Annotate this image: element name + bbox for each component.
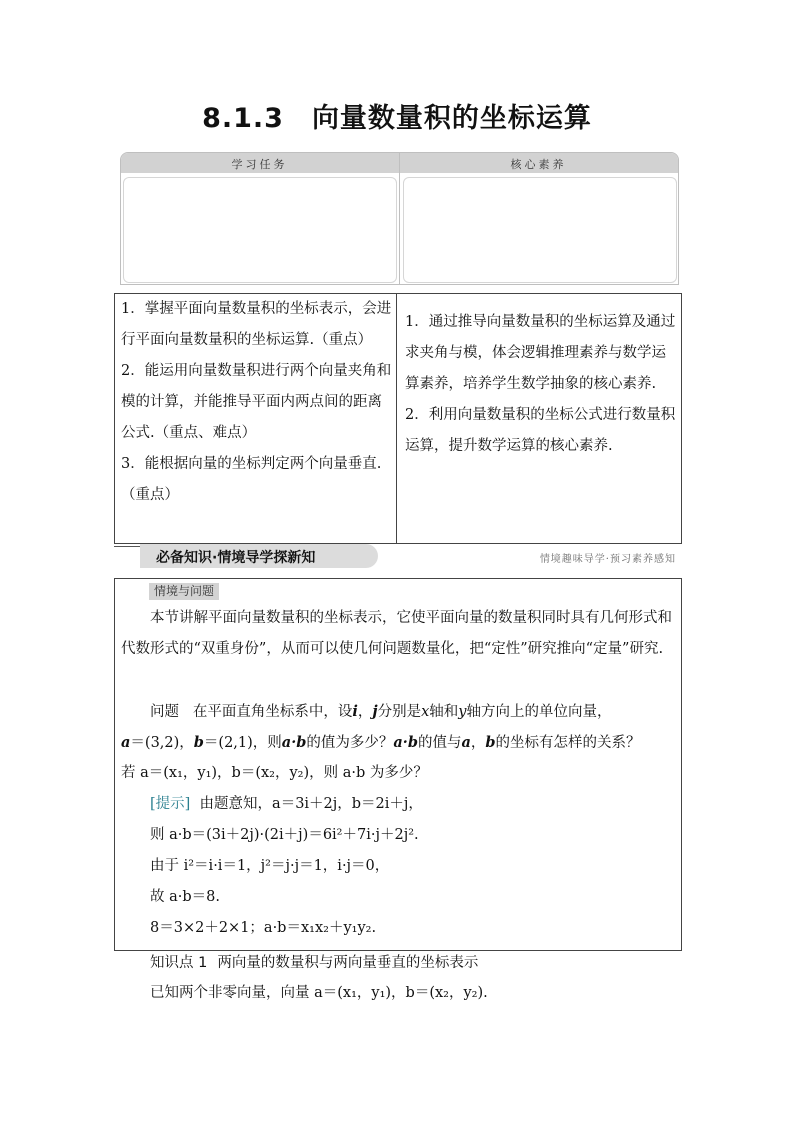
situation-tag: 情境与问题 [149, 583, 219, 600]
hint-line-3: 由于 i²＝i·i＝1，j²＝j·j＝1，i·j＝0， [150, 858, 390, 874]
question-line-3: 若 a＝(x₁，y₁)，b＝(x₂，y₂)，则 a·b 为多少？ [121, 765, 428, 781]
banner-rule [114, 546, 140, 547]
header-cell-right [403, 177, 677, 283]
question-line-1 [121, 696, 677, 728]
q-text: ＝(2,1)，则 [203, 735, 282, 751]
q-text: 分别是 [377, 704, 422, 720]
hint-line-5: 8＝3×2＋2×1；a·b＝x₁x₂＋y₁y₂. [150, 920, 377, 936]
q-var: x [421, 704, 430, 720]
section-banner [114, 543, 680, 569]
knowledge-line: 已知两个非零向量，向量 a＝(x₁，y₁)，b＝(x₂，y₂). [150, 985, 488, 1001]
page-title [0, 96, 794, 135]
hint-line-4: 故 a·b＝8. [150, 889, 220, 905]
q-var: b [193, 734, 204, 751]
hint-line-2: 则 a·b＝(3i＋2j)·(2i＋j)＝6i²＋7i·j＋2j². [150, 827, 419, 843]
task-item: 3．能根据向量的坐标判定两个向量垂直.（重点） [121, 456, 382, 503]
q-var: j [372, 703, 378, 720]
header-core-literacy: 核心素养 [510, 158, 567, 171]
situation-box [114, 578, 682, 951]
banner-subtitle: 情境趣味导学·预习素养感知 [539, 554, 676, 565]
q-text: 轴方向上的单位向量， [466, 704, 612, 720]
q-var: b [485, 734, 496, 751]
hint-line-1 [150, 789, 670, 820]
core-literacy-column [405, 307, 677, 462]
knowledge-label: 知识点 1 [150, 955, 208, 971]
hint-label: [提示] [150, 796, 191, 812]
header-divider [399, 153, 400, 284]
q-var: a·b [393, 734, 418, 751]
q-text: 轴和 [429, 704, 459, 720]
task-item: 1．掌握平面向量数量积的坐标表示，会进行平面向量数量积的坐标运算.（重点） [121, 301, 392, 348]
hint-text: 由题意知，a＝3i＋2j，b＝2i＋j， [199, 796, 423, 812]
q-text: 的值与 [417, 735, 462, 751]
q-text: 在平面直角坐标系中，设 [192, 704, 353, 720]
banner-title: 必备知识·情境导学探新知 [156, 550, 316, 566]
q-var: i [352, 703, 358, 720]
header-learning-tasks: 学习任务 [231, 158, 288, 171]
section-title: 向量数量积的坐标运算 [311, 103, 592, 134]
literacy-item: 1．通过推导向量数量积的坐标运算及通过求夹角与模，体会逻辑推理素养与数学运算素养，培养学生数学抽象的核心素养. [405, 314, 676, 392]
situation-intro: 本节讲解平面向量数量积的坐标表示，它使平面向量的数量积同时具有几何形式和代数形式的“双重身份”，从而可以使几何问题数量化，把“定性”研究推向“定量”研究. [121, 610, 672, 657]
q-text: 的值为多少？ [306, 735, 394, 751]
question-label: 问题 [150, 704, 179, 720]
knowledge-point-heading [150, 953, 478, 973]
task-item: 2．能运用向量数量积进行两个向量夹角和模的计算，并能推导平面内两点间的距离公式.（重点、难点） [121, 363, 392, 441]
q-text: ， [470, 735, 486, 751]
q-var: a·b [281, 734, 307, 751]
q-text: ＝(3,2)， [130, 735, 194, 751]
knowledge-title: 两向量的数量积与两向量垂直的坐标表示 [217, 955, 479, 971]
header-table [120, 152, 679, 285]
q-text: ， [357, 704, 373, 720]
objectives-divider [396, 294, 397, 543]
q-var: a [121, 734, 131, 751]
header-cell-left [123, 177, 397, 283]
learning-tasks-column [121, 294, 393, 511]
objectives-table [114, 293, 682, 544]
q-text: 的坐标有怎样的关系？ [495, 735, 641, 751]
q-var: y [458, 704, 467, 720]
literacy-item: 2．利用向量数量积的坐标公式进行数量积运算，提升数学运算的核心素养. [405, 407, 676, 454]
question-line-2 [121, 727, 677, 759]
q-var: a [461, 734, 471, 751]
section-number: 8.1.3 [202, 103, 284, 134]
